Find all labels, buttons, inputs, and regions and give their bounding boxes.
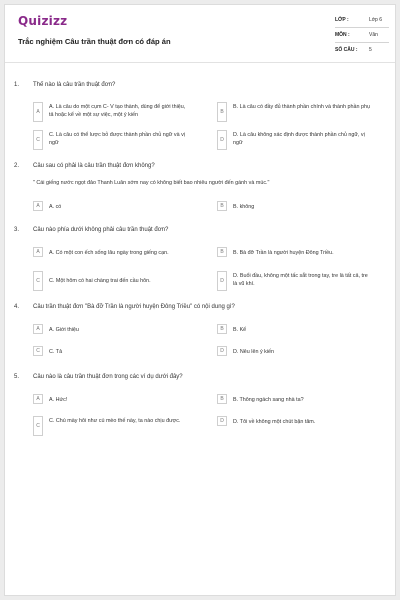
- option-text: A. Là câu do một cụm C- V tạo thành, dùng để giới thiệu, tả hoặc kể về một sự việc, một ý kiến: [49, 104, 186, 118]
- option-text: B. Bà đỡ Trần là người huyện Đông Triều.: [233, 250, 334, 256]
- option-letter-box: D: [217, 416, 227, 426]
- option-letter-box: D: [217, 130, 227, 150]
- option-letter-box: C: [33, 130, 43, 150]
- option-text: C. Là câu có thể lược bỏ được thành phần chủ ngữ và vị ngữ: [49, 132, 185, 146]
- option-text: B. Kể: [233, 327, 247, 333]
- worksheet-title: Trắc nghiệm Câu trần thuật đơn có đáp án: [18, 37, 171, 46]
- question-number: 5.: [14, 374, 20, 380]
- question-2: [5, 163, 397, 223]
- option-text: D. Là câu không xác định được thành phần chủ ngữ, vị ngữ: [233, 132, 365, 146]
- question-4: [5, 304, 397, 364]
- option-letter-box: A: [33, 247, 43, 257]
- option-text: C. Chú mày hôi như cú mèo thế này, ta nào chịu được.: [49, 418, 181, 424]
- option-text: A. có: [49, 204, 62, 210]
- option-text: B. Thông ngách sang nhà ta?: [233, 397, 304, 403]
- question-1: [5, 82, 397, 162]
- option-letter-box: B: [217, 247, 227, 257]
- option-letter-box: C: [33, 416, 43, 436]
- option-text: B. không: [233, 204, 255, 210]
- option-letter-box: D: [217, 271, 227, 291]
- option-letter-box: A: [33, 394, 43, 404]
- quizizz-logo: Quizizz: [18, 14, 68, 28]
- meta-value: Văn: [369, 32, 378, 38]
- meta-table: [335, 13, 389, 58]
- option-text: D. Tôi về không một chút bận tâm.: [233, 419, 316, 425]
- meta-row-count: [335, 43, 389, 58]
- meta-value: 5: [369, 47, 372, 53]
- option-letter-box: B: [217, 102, 227, 122]
- meta-label: SỐ CÂU :: [335, 47, 358, 53]
- question-text: Câu trần thuật đơn "Bà đỡ Trần là người huyện Đông Triều" có nội dung gì?: [33, 304, 235, 310]
- option-letter-box: C: [33, 346, 43, 356]
- option-text: D. Buổi đầu, không một tấc sắt trong tay, tre là tất cả, tre là vũ khí.: [233, 273, 368, 287]
- meta-label: MÔN :: [335, 32, 350, 38]
- meta-row-grade: [335, 13, 389, 28]
- question-text: Câu sau có phải là câu trần thuật đơn không?: [33, 163, 155, 169]
- question-3: [5, 227, 397, 297]
- question-text: Câu nào phía dưới không phải câu trần thuật đơn?: [33, 227, 169, 233]
- question-number: 1.: [14, 82, 20, 88]
- option-text: D. Nêu lên ý kiến: [233, 349, 275, 355]
- question-5: [5, 374, 397, 444]
- option-letter-box: B: [217, 394, 227, 404]
- meta-row-subject: [335, 28, 389, 43]
- meta-label: LỚP :: [335, 17, 349, 23]
- option-letter-box: C: [33, 271, 43, 291]
- option-letter-box: B: [217, 201, 227, 211]
- option-text: A. Có một con ếch sống lâu ngày trong giếng cạn.: [49, 250, 169, 256]
- worksheet-header: [5, 5, 395, 63]
- option-text: B. Là câu có đầy đủ thành phần chính và thành phần phụ: [233, 104, 370, 110]
- question-number: 4.: [14, 304, 20, 310]
- option-letter-box: D: [217, 346, 227, 356]
- meta-value: Lớp 6: [369, 17, 383, 23]
- question-number: 3.: [14, 227, 20, 233]
- option-letter-box: A: [33, 102, 43, 122]
- question-number: 2.: [14, 163, 20, 169]
- option-letter-box: A: [33, 201, 43, 211]
- question-text: Thế nào là câu trần thuật đơn?: [33, 82, 116, 88]
- option-text: C. Một hôm có hai chàng trai đến cầu hôn.: [49, 278, 151, 284]
- option-text: C. Tả: [49, 349, 63, 355]
- question-quote: " Cái giếng nước ngọt đảo Thanh Luân sớm nay có không biết bao nhiêu người đến gánh và múc.": [33, 180, 270, 186]
- option-text: A. Hức!: [49, 397, 68, 403]
- question-text: Câu nào là câu trần thuật đơn trong các ví dụ dưới đây?: [33, 374, 183, 380]
- option-text: A. Giới thiệu: [49, 327, 79, 333]
- worksheet-page: [4, 4, 396, 596]
- option-letter-box: B: [217, 324, 227, 334]
- option-letter-box: A: [33, 324, 43, 334]
